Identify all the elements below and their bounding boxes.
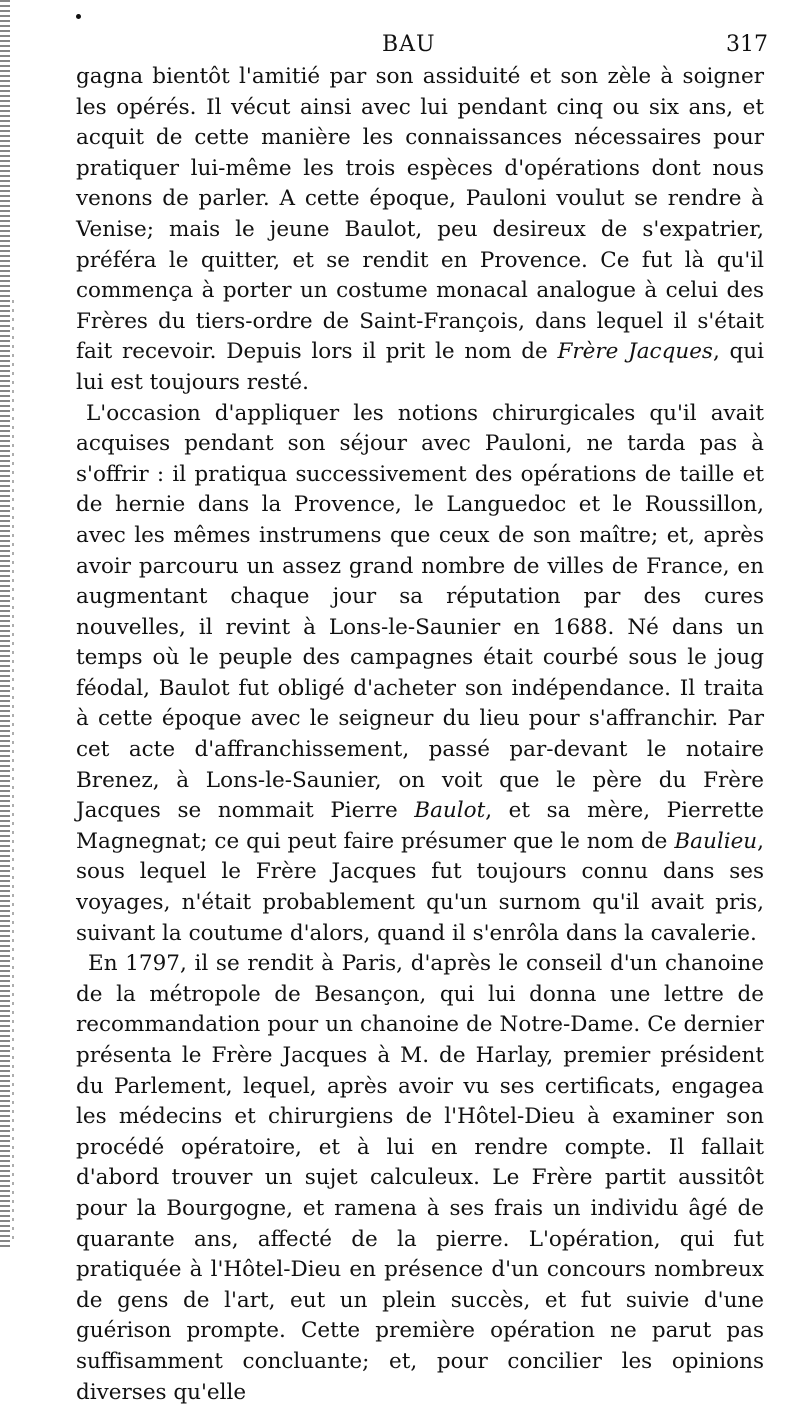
- text-segment: L'occasion d'appliquer les notions chirurgicales qu'il avait acquises pendant son séjour avec Pauloni, ne tarda pas à s'offrir : il pratiqua successivement des opérations de taille et de hernie dans la Provence, le Languedoc et le Roussillon, avec les mêmes instrumens que ceux de son maître; et, après avoir parcouru un assez grand nombre de villes de France, en augmentant chaque jour sa réputation par des cures nouvelles, il revint à Lons-le-Saunier en 1688. Né dans un temps où le peuple des campagnes était courbé sous le joug féodal, Baulot fut obligé d'acheter son indépendance. Il traita à cette époque avec le seigneur du lieu pour s'affranchir. Par cet acte d'affranchissement, passé par-devant le notaire Brenez, à Lons-le-Saunier, on voit que le père du Frère Jacques se nommait Pierre: [76, 400, 764, 824]
- text-segment: , sous lequel le Frère Jacques fut toujours connu dans ses voyages, n'était probablement qu'un surnom qu'il avait pris, suivant la coutume d'alors, quand il s'enrôla dans la cavalerie.: [76, 828, 764, 946]
- running-title: BAU: [382, 32, 436, 57]
- running-header: [0, 32, 800, 62]
- printer-mark: [76, 14, 81, 19]
- text-segment-italic: Baulieu: [674, 828, 758, 854]
- body-text: [76, 62, 764, 1408]
- paragraph-2: [76, 399, 764, 950]
- paragraph-1: [76, 62, 764, 399]
- text-segment: En 1797, il se rendit à Paris, d'après le conseil d'un chanoine de la métropole de Besançon, qui lui donna une lettre de recommandation pour un chanoine de Notre-Dame. Ce dernier présenta le Frère Jacques à M. de Harlay, premier président du Parlement, lequel, après avoir vu ses certificats, engagea les médecins et chirurgiens de l'Hôtel-Dieu à examiner son procédé opératoire, et à lui en rendre compte. Il fallait d'abord trouver un sujet calculeux. Le Frère partit aussitôt pour la Bourgogne, et ramena à ses frais un individu âgé de quarante ans, affecté de la pierre. L'opération, qui fut pratiquée à l'Hôtel-Dieu en présence d'un concours nombreux de gens de l'art, eut un plein succès, et fut suivie d'une guérison prompte. Cette première opération ne parut pas suffisamment concluante; et, pour concilier les opinions diverses qu'elle: [76, 951, 764, 1405]
- text-segment: , et sa mère, Pierrette Magnegnat; ce qui peut faire présumer que le nom de: [76, 798, 764, 854]
- paragraph-3: [76, 949, 764, 1408]
- text-segment: , qui lui est toujours resté.: [76, 339, 765, 395]
- scan-binding-edge: [0, 0, 10, 1250]
- text-segment: gagna bientôt l'amitié par son assiduité et son zèle à soigner les opérés. Il vécut ainsi avec lui pendant cinq ou six ans, et acquit de cette manière les connaissances nécessaires pour pratiquer lui-même les trois espèces d'opérations dont nous venons de parler. A cette époque, Pauloni voulut se rendre à Venise; mais le jeune Baulot, peu desireux de s'expatrier, préféra le quitter, et se rendit en Provence. Ce fut là qu'il commença à porter un costume monacal analogue à celui des Frères du tiers-ordre de Saint-François, dans lequel il s'était fait recevoir. Depuis lors il prit le nom de: [76, 64, 764, 365]
- text-segment-italic: Baulot: [414, 798, 486, 824]
- page-number: 317: [726, 32, 768, 57]
- scan-binding-edge-inner: [12, 300, 14, 1240]
- text-segment-italic: Frère Jacques: [557, 339, 713, 365]
